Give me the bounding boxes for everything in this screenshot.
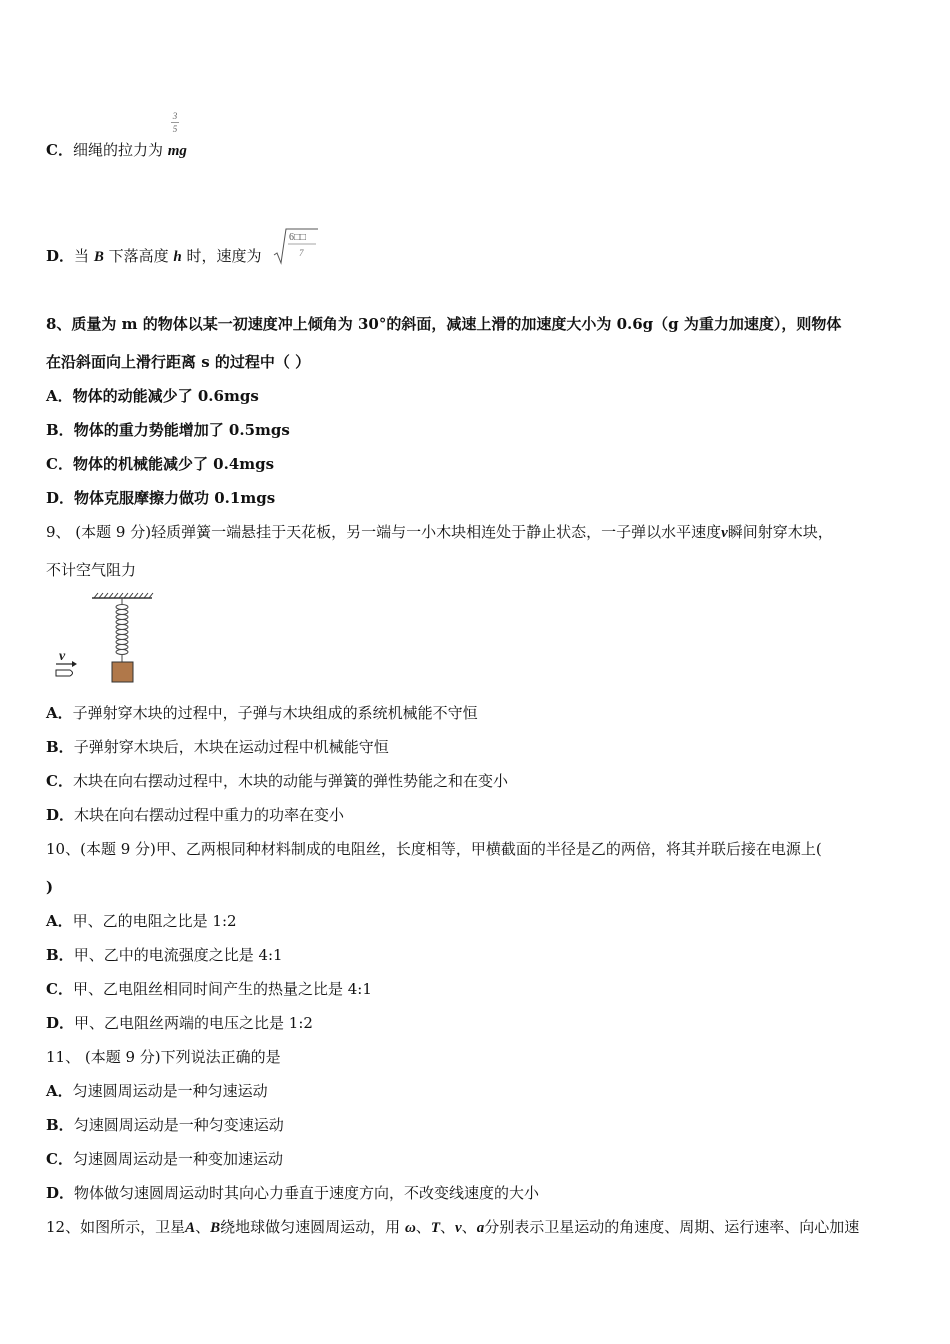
option-letter: B．: [46, 946, 74, 964]
q12-stem-text-2: 绕地球做匀速圆周运动，用: [220, 1218, 401, 1236]
var-v: v: [455, 1220, 462, 1236]
velocity-arrowhead: [72, 661, 77, 667]
option-text: 物体克服摩擦力做功 0.1mgs: [74, 489, 276, 507]
q9-option-c: [46, 771, 508, 791]
option-text: 甲、乙电阻丝两端的电压之比是 1:2: [74, 1014, 313, 1032]
option-letter: D．: [46, 806, 75, 824]
option-letter: D．: [46, 247, 75, 265]
q8-option-b: [46, 420, 290, 440]
option-letter: D．: [46, 1014, 75, 1032]
option-letter: B．: [46, 738, 74, 756]
q8-option-d: [46, 488, 275, 508]
option-letter: B．: [46, 421, 74, 439]
var-A: A: [185, 1220, 196, 1236]
var-B: B: [210, 1220, 221, 1236]
q9-option-d: [46, 805, 344, 825]
q12-stem-text-3: 分别表示卫星运动的角速度、周期、运行速率、向心加速: [484, 1218, 860, 1236]
option-text: 当: [74, 247, 90, 265]
var-h: h: [173, 249, 182, 265]
option-text: 物体做匀速圆周运动时其向心力垂直于速度方向，不改变线速度的大小: [74, 1184, 540, 1202]
q12-stem-text: 12、如图所示，卫星: [46, 1218, 186, 1236]
wooden-block: [112, 662, 133, 682]
separator: 、: [461, 1218, 477, 1236]
option-text: 匀速圆周运动是一种匀速运动: [72, 1082, 268, 1100]
q7-option-d: [46, 246, 262, 267]
option-text: 木块在向右摆动过程中重力的功率在变小: [74, 806, 345, 824]
option-text: 匀速圆周运动是一种变加速运动: [72, 1150, 283, 1168]
option-text: 甲、乙的电阻之比是 1:2: [72, 912, 237, 930]
option-text-2: 下落高度: [108, 247, 169, 265]
q11-option-a: [46, 1081, 268, 1101]
q9-stem-text: 9、 (本题 9 分)轻质弹簧一端悬挂于天花板，另一端与一小木块相连处于静止状态，一子弹以水平速度: [46, 523, 722, 541]
q8-stem-line2: 在沿斜面向上滑行距离 s 的过程中（ ）: [46, 353, 311, 371]
option-letter: C．: [46, 141, 73, 159]
option-letter: B．: [46, 1116, 74, 1134]
q7-option-c: [46, 140, 187, 161]
separator: 、: [415, 1218, 431, 1236]
q10-option-b: [46, 945, 283, 965]
option-text: 甲、乙中的电流强度之比是 4:1: [73, 946, 283, 964]
option-text: 物体的重力势能增加了 0.5mgs: [73, 421, 290, 439]
var-a: a: [476, 1220, 485, 1236]
q10-option-d: [46, 1013, 313, 1033]
option-text: 木块在向右摆动过程中，木块的动能与弹簧的弹性势能之和在变小: [72, 772, 508, 790]
q12-stem: [46, 1217, 859, 1238]
option-text: 物体的动能减少了 0.6mgs: [72, 387, 259, 405]
spring: [116, 598, 128, 662]
option-text: 物体的机械能减少了 0.4mgs: [72, 455, 275, 473]
q9-stem-text-2: 瞬间射穿木块，: [727, 523, 833, 541]
q8-option-c: [46, 454, 274, 474]
option-letter: A．: [46, 1082, 73, 1100]
option-text: 细绳的拉力为: [72, 141, 163, 159]
option-letter: A．: [46, 387, 73, 405]
q11-option-d: [46, 1183, 539, 1203]
spring-block-figure: [50, 590, 160, 690]
sqrt-denominator: 7: [299, 248, 304, 258]
var-omega: ω: [404, 1220, 416, 1236]
option-letter: A．: [46, 704, 73, 722]
option-text: 匀速圆周运动是一种匀变速运动: [73, 1116, 284, 1134]
separator: 、: [439, 1218, 455, 1236]
fraction-numerator: 3: [172, 111, 178, 121]
var-v: v: [721, 525, 728, 541]
velocity-label: v: [59, 649, 66, 664]
separator: 、: [195, 1218, 211, 1236]
q11-option-b: [46, 1115, 284, 1135]
q8-option-a: [46, 386, 259, 406]
q9-stem-line2: 不计空气阻力: [46, 561, 137, 579]
option-text: 子弹射穿木块后，木块在运动过程中机械能守恒: [73, 738, 389, 756]
q9-option-a: [46, 703, 478, 723]
q10-option-c: [46, 979, 372, 999]
sqrt-expression: [272, 225, 320, 265]
option-letter: C．: [46, 772, 73, 790]
var-T: T: [430, 1220, 440, 1236]
q8-stem-line1: 8、质量为 m 的物体以某一初速度冲上倾角为 30°的斜面，减速上滑的加速度大小为 0.6g（g 为重力加速度），则物体: [46, 315, 842, 333]
q9-stem-line1: [46, 522, 833, 543]
option-text-3: 时，速度为: [186, 247, 262, 265]
q10-stem-line2: ): [46, 878, 54, 896]
option-text: 子弹射穿木块的过程中，子弹与木块组成的系统机械能不守恒: [72, 704, 478, 722]
mass-symbol: mg: [167, 143, 187, 159]
var-b: B: [93, 249, 104, 265]
q9-option-b: [46, 737, 389, 757]
sqrt-numerator: 6□□: [289, 232, 307, 243]
fraction-denominator: 5: [172, 124, 178, 134]
fraction-bar: [171, 122, 179, 123]
option-letter: C．: [46, 455, 73, 473]
bullet: [56, 670, 73, 676]
ceiling: [92, 593, 153, 598]
option-letter: D．: [46, 489, 75, 507]
q11-stem: 11、 (本题 9 分)下列说法正确的是: [46, 1048, 281, 1066]
q10-option-a: [46, 911, 237, 931]
fraction-three-fifths: [171, 111, 179, 134]
q10-stem-line1: 10、(本题 9 分)甲、乙两根同种材料制成的电阻丝，长度相等，甲横截面的半径是乙的两倍，将其并联后接在电源上(: [46, 840, 822, 858]
option-letter: A．: [46, 912, 73, 930]
option-letter: C．: [46, 1150, 73, 1168]
q11-option-c: [46, 1149, 283, 1169]
option-letter: C．: [46, 980, 73, 998]
option-text: 甲、乙电阻丝相同时间产生的热量之比是 4:1: [72, 980, 372, 998]
option-letter: D．: [46, 1184, 75, 1202]
